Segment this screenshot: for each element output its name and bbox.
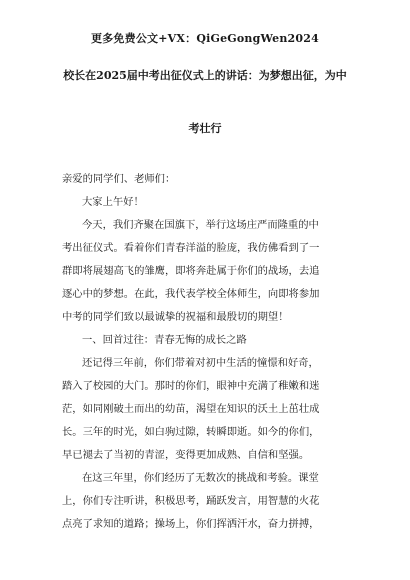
paragraph-line: 长。三年的时光，如白驹过隙，转瞬即逝。如今的你们， [62, 426, 320, 438]
paragraph-line: 中考的同学们致以最诚挚的祝福和最殷切的期望！ [62, 311, 289, 323]
document-title-line-2: 考壮行 [188, 122, 222, 135]
document-body [62, 168, 354, 536]
paragraph-line: 考出征仪式。看着你们青春洋溢的脸庞，我仿佛看到了一 [62, 242, 320, 254]
salutation: 亲爱的同学们、老师们： [62, 173, 176, 185]
paragraph-line: 今天，我们齐聚在国旗下，举行这场庄严而隆重的中 [82, 219, 319, 231]
greeting: 大家上午好！ [82, 196, 144, 208]
header-watermark: 更多免费公文+VX：QiGeGongWen2024 [91, 32, 319, 45]
paragraph-line: 踏入了校园的大门。那时的你们，眼神中充满了稚嫩和迷 [62, 380, 320, 392]
paragraph-line: 早已褪去了当初的青涩，变得更加成熟、自信和坚强。 [62, 449, 310, 461]
paragraph-line: 点亮了求知的道路；操场上，你们挥洒汗水，奋力拼搏， [62, 518, 320, 530]
section-heading: 一、回首过往：青春无悔的成长之路 [82, 334, 247, 346]
paragraph-line: 茫，如同刚破土而出的幼苗，渴望在知识的沃土上茁壮成 [62, 403, 320, 415]
paragraph-line: 上，你们专注听讲，积极思考，踊跃发言，用智慧的火花 [62, 495, 320, 507]
paragraph-line: 逐心中的梦想。在此，我代表学校全体师生，向即将参加 [62, 288, 320, 300]
paragraph-line: 在这三年里，你们经历了无数次的挑战和考验。课堂 [82, 472, 319, 484]
document-title-line-1: 校长在2025届中考出征仪式上的讲话：为梦想出征，为中 [63, 69, 347, 82]
paragraph-line: 还记得三年前，你们带着对初中生活的憧憬和好奇， [82, 357, 319, 369]
paragraph-line: 群即将展翅高飞的雏鹰，即将奔赴属于你们的战场，去追 [62, 265, 320, 277]
